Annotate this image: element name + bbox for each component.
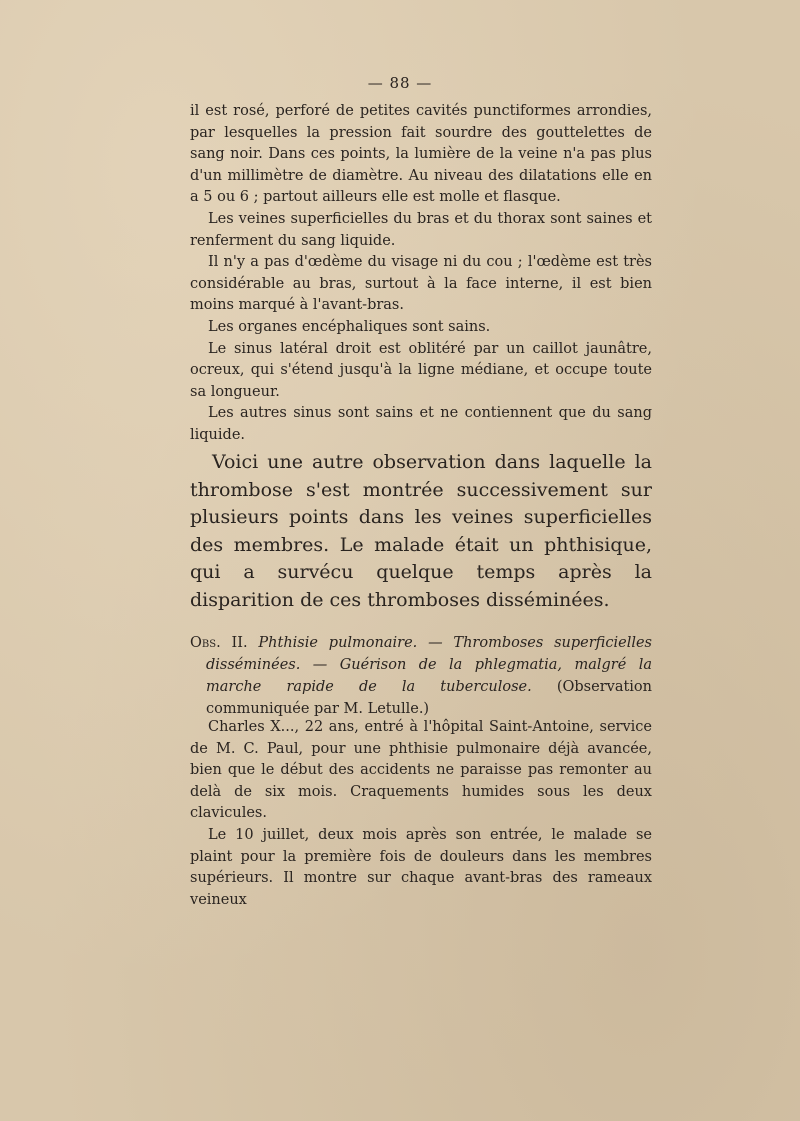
paragraph: Les autres sinus sont sains et ne contiennent que du sang liquide.: [190, 405, 652, 443]
observation-title: Phthisie pulmonaire. — Thromboses superficielles disséminées. — Guérison de la phlegmatia, malgré la marche rapide de la tuberculose.: [206, 635, 652, 695]
paragraph: Le 10 juillet, deux mois après son entrée, le malade se plaint pour la première fois de douleurs dans les membres supérieurs. Il montre sur chaque avant-bras des rameaux veineux: [190, 826, 652, 908]
page-number: — 88 —: [367, 74, 433, 92]
paragraph: Charles X..., 22 ans, entré à l'hôpital Saint-Antoine, service de M. C. Paul, pour une phthisie pulmonaire déjà avancée, bien que le début des accidents ne paraisse pas remonter au delà de six mois. Craquements humides sous les deux clavicules.: [190, 719, 652, 822]
paragraph: Il n'y a pas d'œdème du visage ni du cou ; l'œdème est très considérable au bras, surtout à la face interne, il est bien moins marqué à l'avant-bras.: [190, 254, 652, 314]
text-block-top: [190, 101, 652, 447]
paragraph: Le sinus latéral droit est oblitéré par un caillot jaunâtre, ocreux, qui s'étend jusqu'à la ligne médiane, et occupe toute sa longueur.: [190, 340, 652, 400]
observation-heading: [190, 632, 652, 720]
text-block-bottom: [190, 717, 652, 911]
observation-label: Obs. II.: [190, 635, 248, 651]
text-block-large: [190, 449, 652, 615]
paragraph: Les veines superficielles du bras et du thorax sont saines et renferment du sang liquide.: [190, 210, 652, 249]
observation-source: (Observation communiquée par M. Letulle.): [206, 679, 652, 717]
paragraph-large: Voici une autre observation dans laquelle la thrombose s'est montrée successivement sur plusieurs points dans les veines superficielles des membres. Le malade était un phthisique, qui a survécu quelque temps après la disparition de ces thromboses disséminées.: [190, 451, 652, 611]
paragraph: il est rosé, perforé de petites cavités punctiformes arrondies, par lesquelles la pression fait sourdre des gouttelettes de sang noir. Dans ces points, la lumière de la veine n'a pas plus d'un millimètre de diamètre. Au niveau des dilatations elle en a 5 ou 6 ; partout ailleurs elle est molle et flasque.: [190, 103, 652, 206]
paragraph: Les organes encéphaliques sont sains.: [208, 318, 491, 335]
